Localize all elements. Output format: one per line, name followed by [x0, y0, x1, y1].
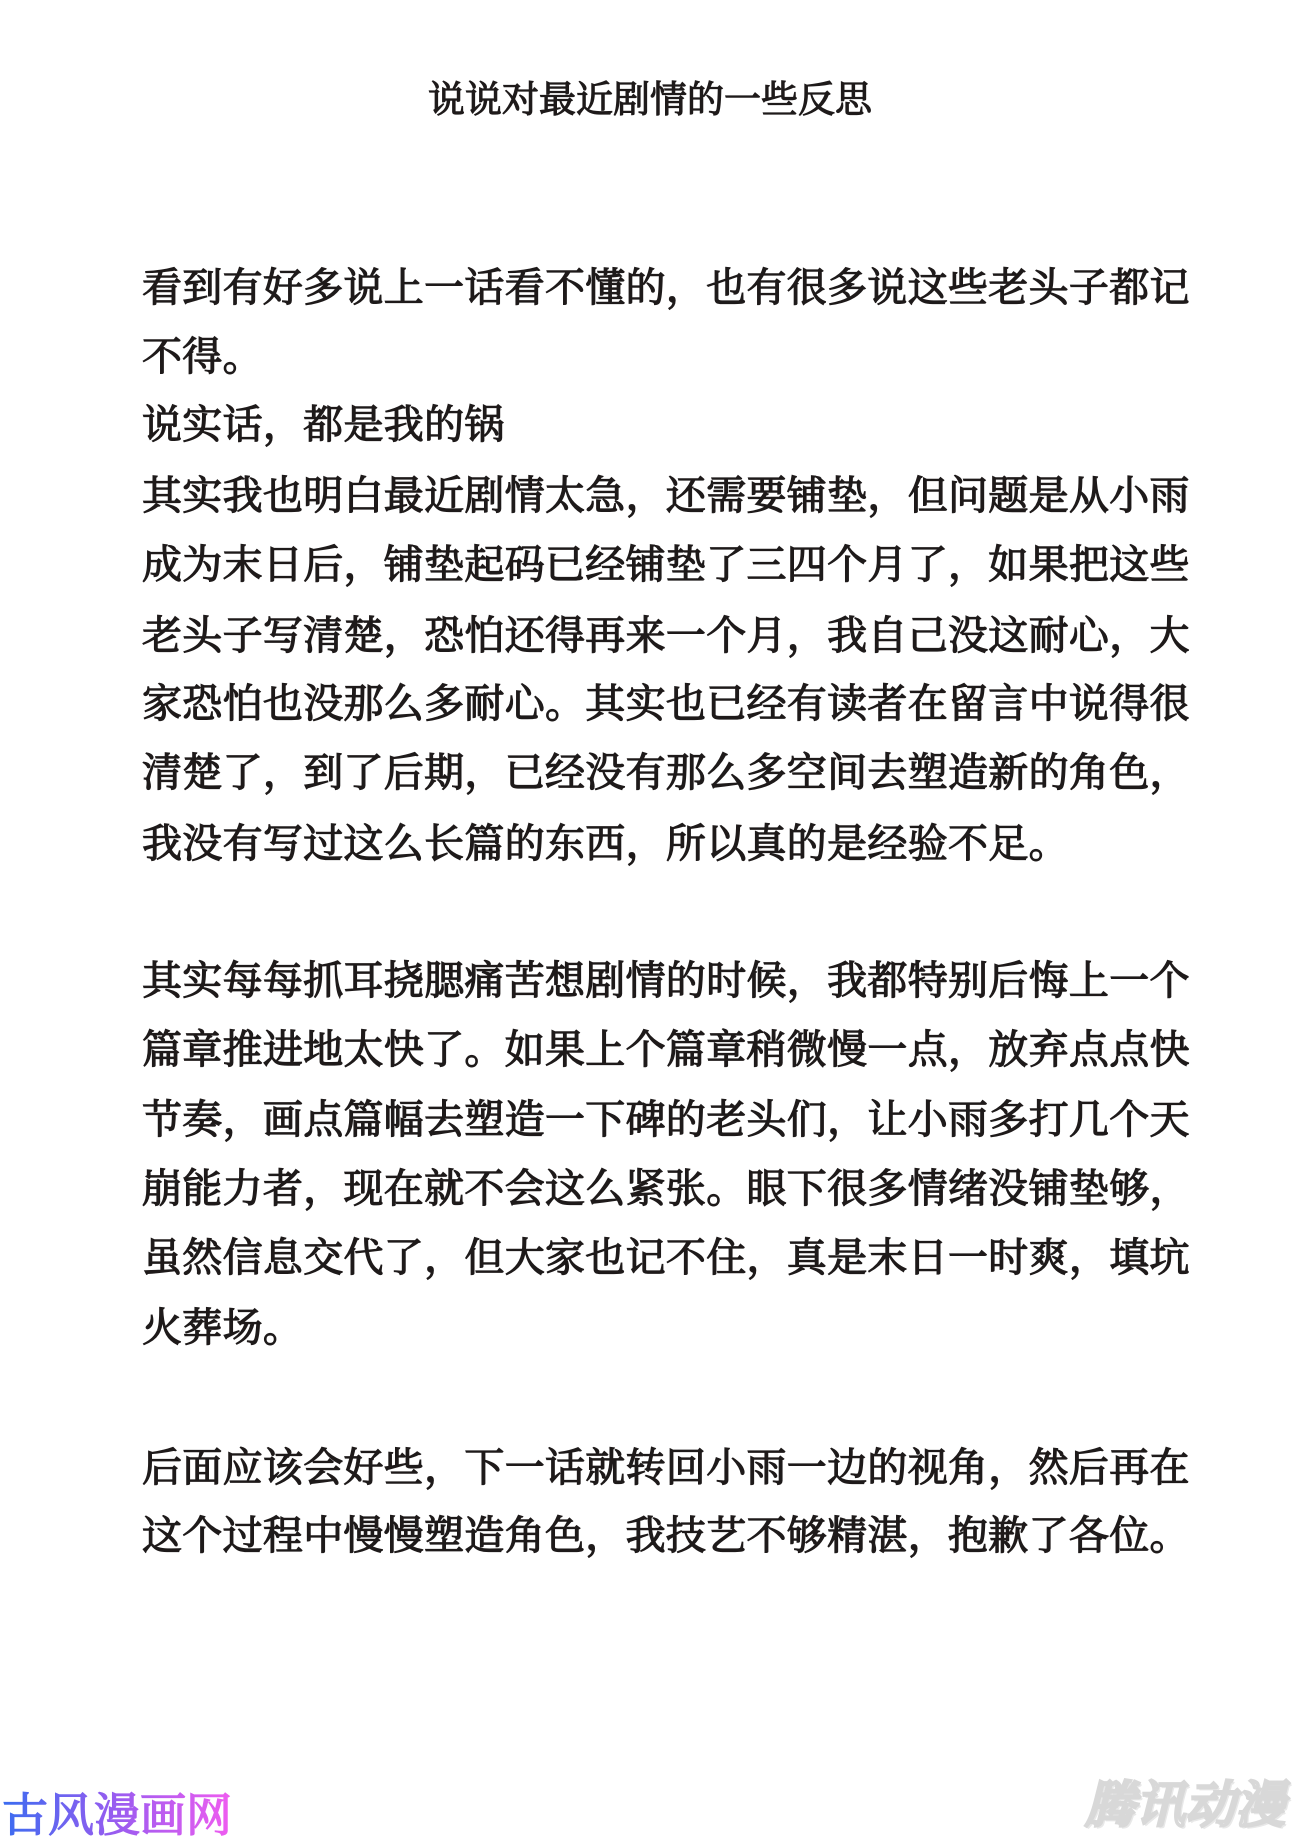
text-line: 火葬场。 — [142, 1305, 304, 1351]
text-line: 这个过程中慢慢塑造角色，我技艺不够精湛，抱歉了各位。 — [142, 1513, 1190, 1559]
text-line: 篇章推进地太快了。如果上个篇章稍微慢一点，放弃点点快 — [142, 1027, 1190, 1073]
text-line: 其实我也明白最近剧情太急，还需要铺垫，但问题是从小雨 — [142, 473, 1190, 519]
publisher-watermark: 腾讯动漫 — [1085, 1776, 1285, 1834]
text-line: 说实话，都是我的锅 — [142, 402, 505, 448]
text-line: 我没有写过这么长篇的东西，所以真的是经验不足。 — [142, 821, 1069, 867]
text-line: 虽然信息交代了，但大家也记不住，真是末日一时爽，填坑 — [142, 1235, 1190, 1281]
page-title: 说说对最近剧情的一些反思 — [428, 78, 872, 121]
text-line: 节奏，画点篇幅去塑造一下碑的老头们，让小雨多打几个天 — [142, 1097, 1190, 1143]
text-line: 其实每每抓耳挠腮痛苦想剧情的时候，我都特别后悔上一个 — [142, 958, 1190, 1004]
text-line: 崩能力者，现在就不会这么紧张。眼下很多情绪没铺垫够， — [142, 1166, 1190, 1212]
text-line: 成为末日后，铺垫起码已经铺垫了三四个月了，如果把这些 — [142, 542, 1190, 588]
text-line: 后面应该会好些，下一话就转回小雨一边的视角，然后再在 — [142, 1445, 1190, 1491]
text-line: 清楚了，到了后期，已经没有那么多空间去塑造新的角色， — [142, 750, 1190, 796]
text-line: 不得。 — [142, 334, 263, 380]
text-line: 老头子写清楚，恐怕还得再来一个月，我自己没这耐心，大 — [142, 613, 1190, 659]
site-watermark: 古风漫画网 — [2, 1788, 232, 1842]
text-line: 家恐怕也没那么多耐心。其实也已经有读者在留言中说得很 — [142, 681, 1190, 727]
text-line: 看到有好多说上一话看不懂的，也有很多说这些老头子都记 — [142, 265, 1190, 311]
